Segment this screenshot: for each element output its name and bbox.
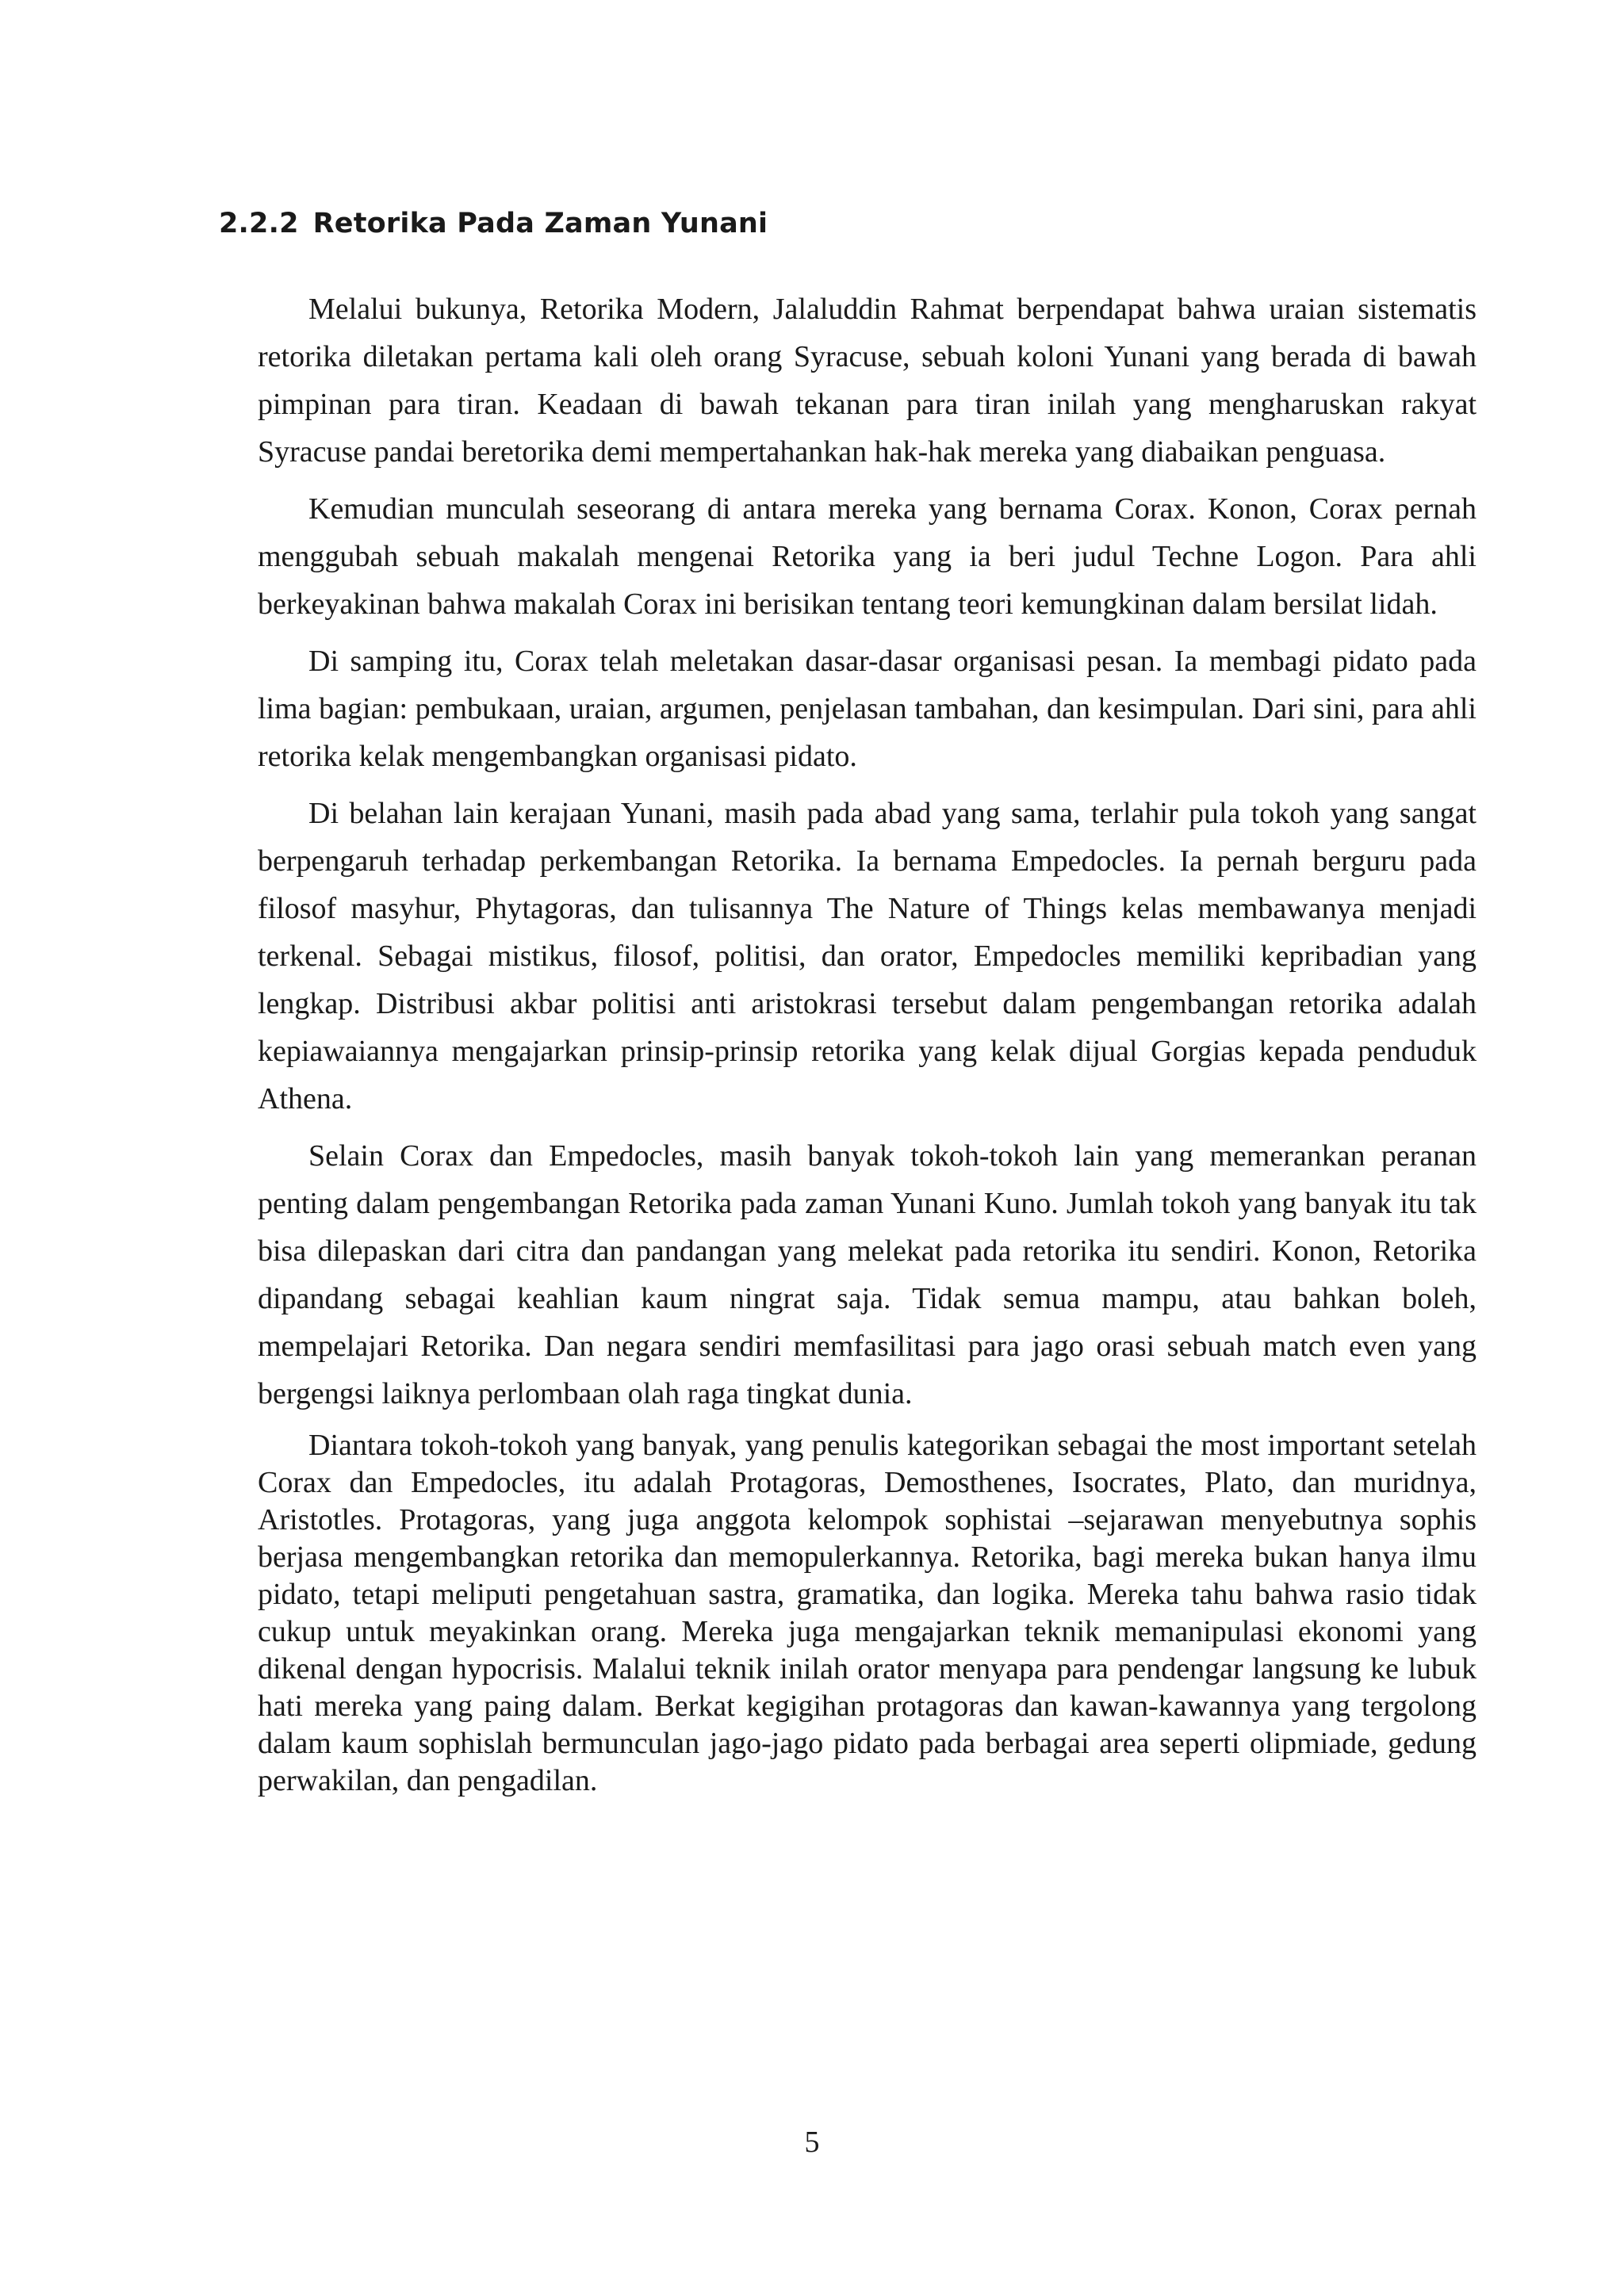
paragraph: Di samping itu, Corax telah meletakan dasar-dasar organisasi pesan. Ia membagi pidato pada lima bagian: pembukaan, uraian, argumen, penjelasan tambahan, dan kesimpulan. Dari sini, para ahli retorika kelak mengembangkan organisasi pidato. [258,645,1477,773]
paragraph: Kemudian munculah seseorang di antara mereka yang bernama Corax. Konon, Corax pernah menggubah sebuah makalah mengenai Retorika yang ia beri judul Techne Logon. Para ahli berkeyakinan bahwa makalah Corax ini berisikan tentang teori kemungkinan dalam bersilat lidah. [258,492,1477,621]
section-number: 2.2.2 [219,208,299,239]
page-number: 5 [804,2126,820,2159]
paragraph: Diantara tokoh-tokoh yang banyak, yang penulis kategorikan sebagai the most important setelah Corax dan Empedocles, itu adalah Protagoras, Demosthenes, Isocrates, Plato, dan muridnya, Aristotles. Protagoras, yang juga anggota kelompok sophistai –sejarawan menyebutnya sophis berjasa mengembangkan retorika dan memopulerkannya. Retorika, bagi mereka bukan hanya ilmu pidato, tetapi meliputi pengetahuan sastra, gramatika, dan logika. Mereka tahu bahwa rasio tidak cukup untuk meyakinkan orang. Mereka juga mengajarkan teknik memanipulasi ekonomi yang dikenal dengan hypocrisis. Malalui teknik inilah orator menyapa para pendengar langsung ke lubuk hati mereka yang paing dalam. Berkat kegigihan protagoras dan kawan-kawannya yang tergolong dalam kaum sophislah bermunculan jago-jago pidato pada berbagai area seperti olipmiade, gedung perwakilan, dan pengadilan. [258,1429,1477,1797]
body-text [258,285,1477,1809]
paragraph: Di belahan lain kerajaan Yunani, masih pada abad yang sama, terlahir pula tokoh yang sangat berpengaruh terhadap perkembangan Retorika. Ia bernama Empedocles. Ia pernah berguru pada filosof masyhur, Phytagoras, dan tulisannya The Nature of Things kelas membawanya menjadi terkenal. Sebagai mistikus, filosof, politisi, dan orator, Empedocles memiliki kepribadian yang lengkap. Distribusi akbar politisi anti aristokrasi tersebut dalam pengembangan retorika adalah kepiawaiannya mengajarkan prinsip-prinsip retorika yang kelak dijual Gorgias kepada penduduk Athena. [258,797,1477,1115]
paragraph: Melalui bukunya, Retorika Modern, Jalaluddin Rahmat berpendapat bahwa uraian sistematis retorika diletakan pertama kali oleh orang Syracuse, sebuah koloni Yunani yang berada di bawah pimpinan para tiran. Keadaan di bawah tekanan para tiran inilah yang mengharuskan rakyat Syracuse pandai beretorika demi mempertahankan hak-hak mereka yang diabaikan penguasa. [258,293,1477,469]
paragraph: Selain Corax dan Empedocles, masih banyak tokoh-tokoh lain yang memerankan peranan penting dalam pengembangan Retorika pada zaman Yunani Kuno. Jumlah tokoh yang banyak itu tak bisa dilepaskan dari citra dan pandangan yang melekat pada retorika itu sendiri. Konon, Retorika dipandang sebagai keahlian kaum ningrat saja. Tidak semua mampu, atau bahkan boleh, mempelajari Retorika. Dan negara sendiri memfasilitasi para jago orasi sebuah match even yang bergengsi laiknya perlombaan olah raga tingkat dunia. [258,1139,1477,1410]
section-heading [219,208,768,239]
section-title: Retorika Pada Zaman Yunani [312,208,768,239]
